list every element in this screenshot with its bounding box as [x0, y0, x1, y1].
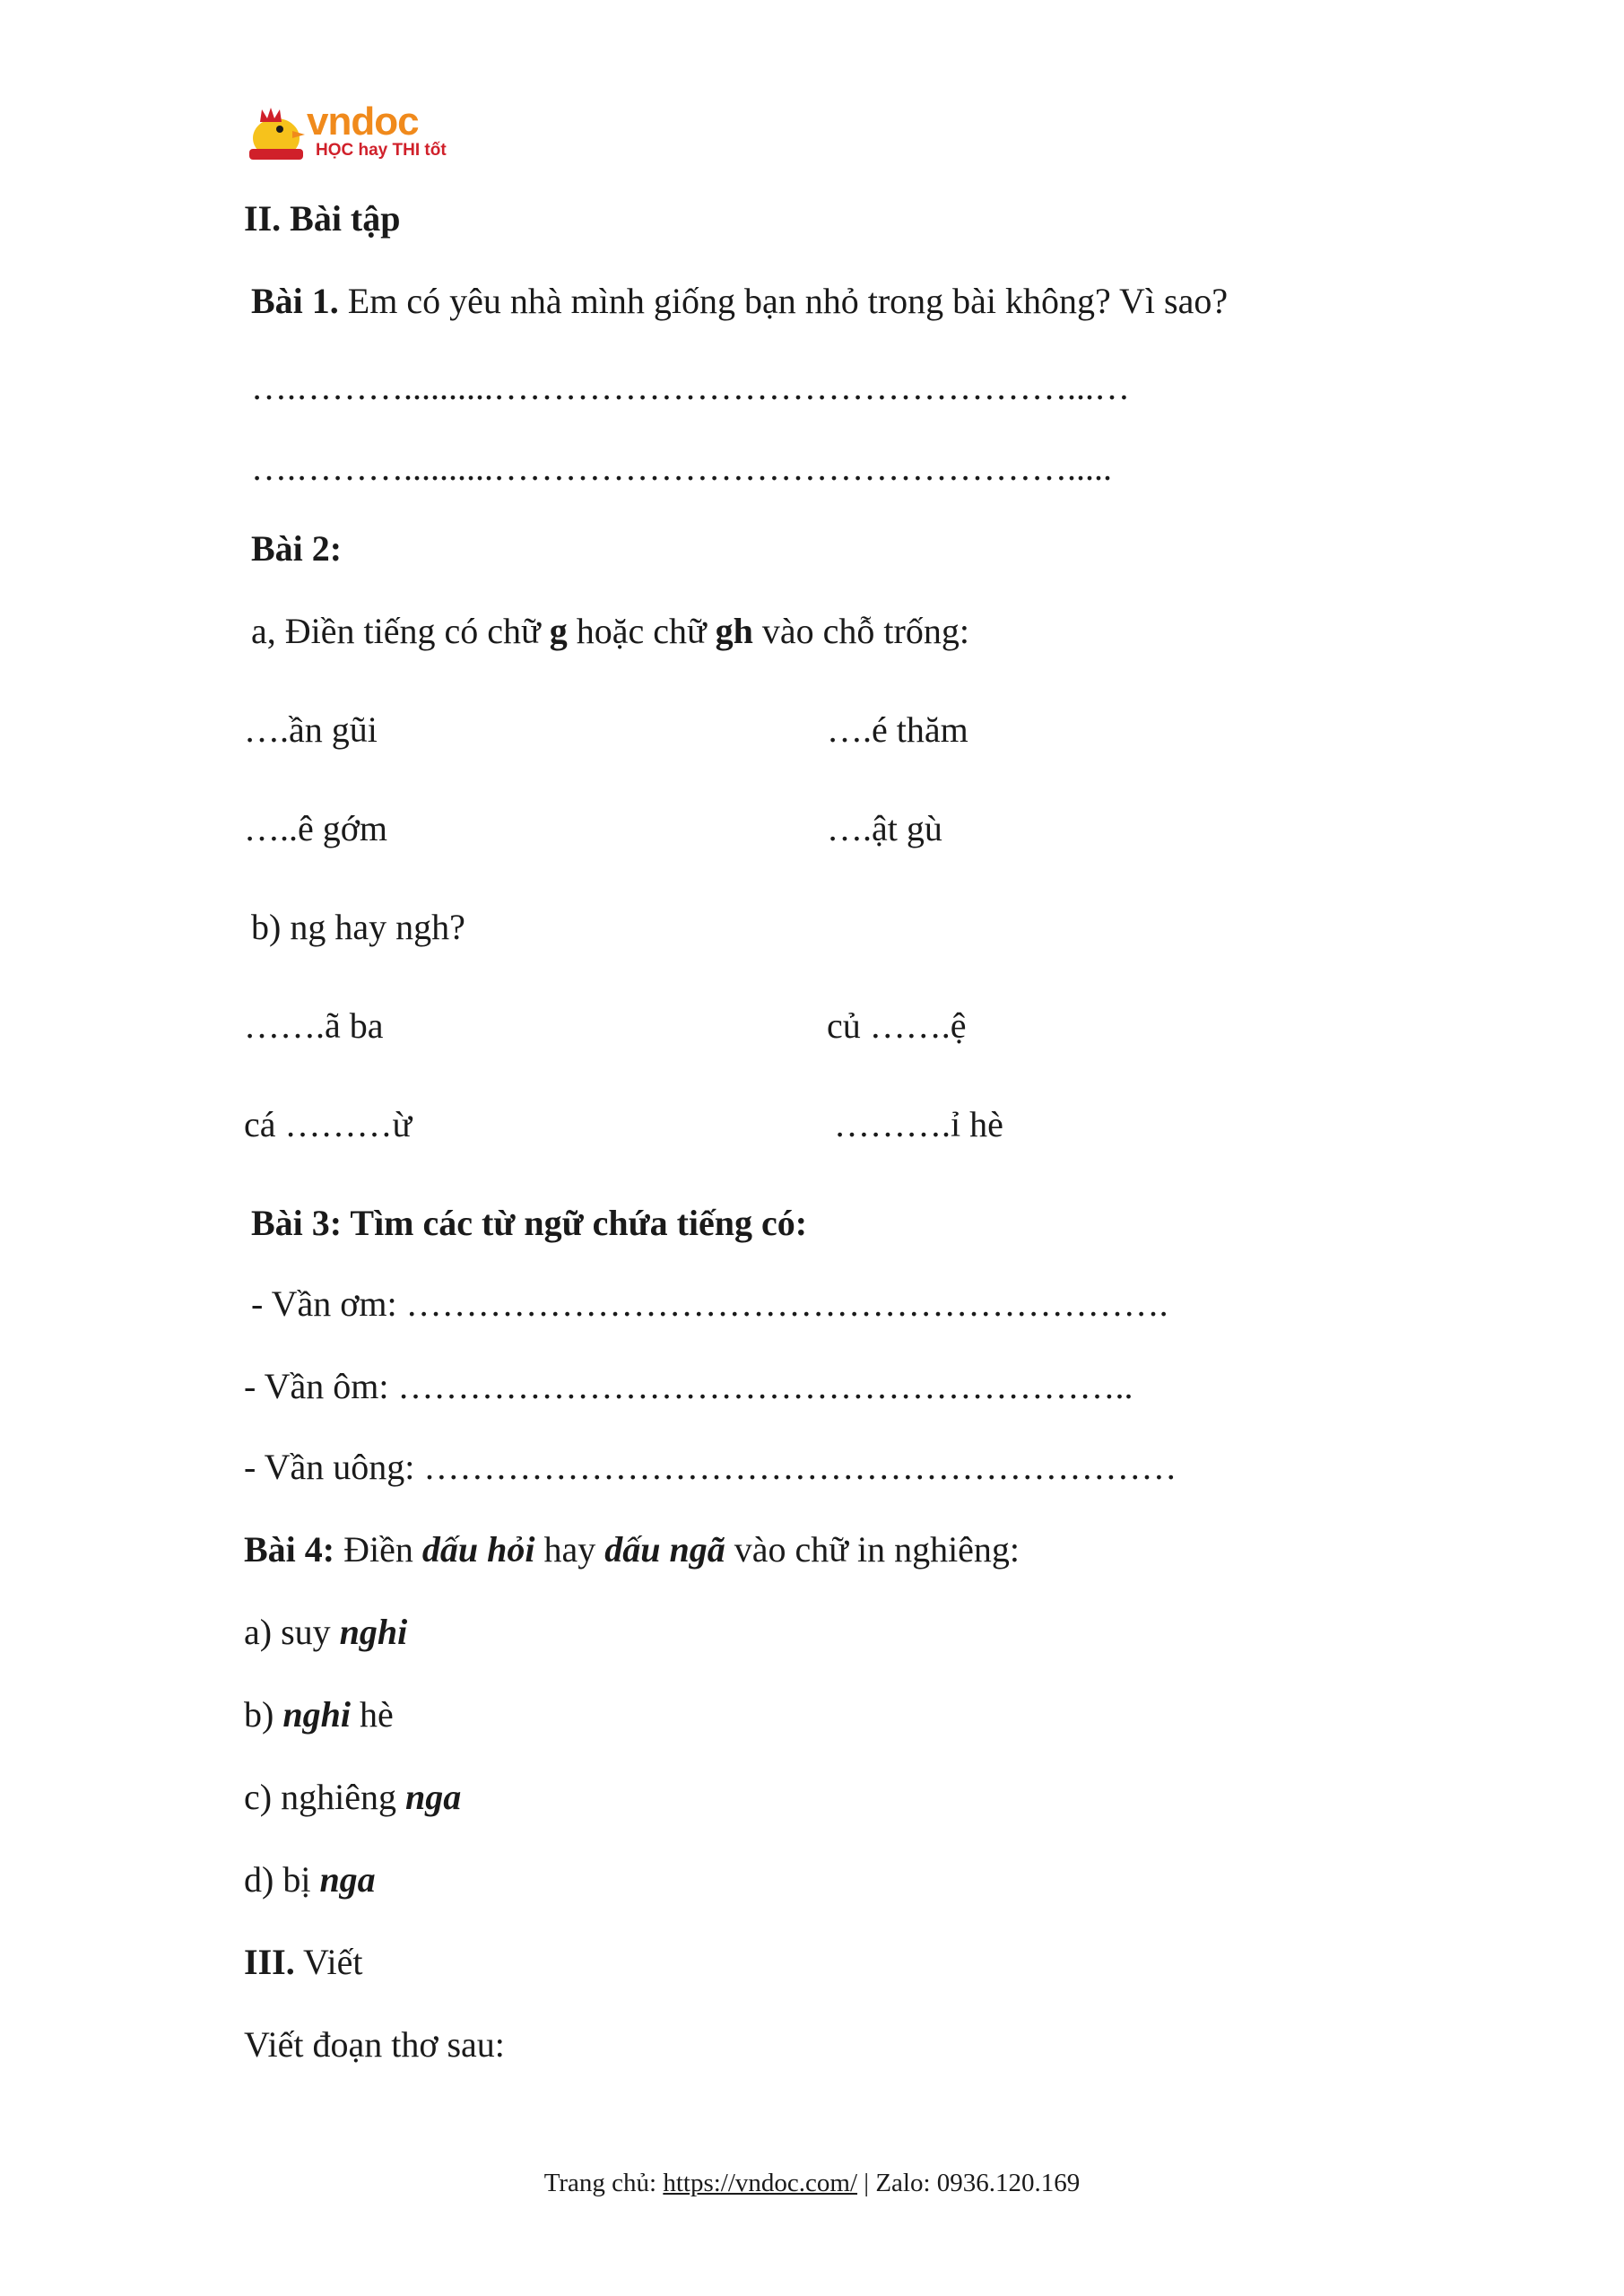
bai2-a-item: ….ần gũi [244, 709, 378, 750]
rooster-mascot-icon [244, 97, 308, 169]
bai2-b-item: cá ………ừ [244, 1104, 413, 1144]
logo-brand: vndoc [307, 100, 419, 144]
bai2-b-item: ……….ỉ hè [834, 1104, 1003, 1144]
bai4-item: c) nghiêng nga [244, 1777, 462, 1817]
logo-tagline: HỌC hay THI tốt [316, 141, 447, 160]
bai2-title: Bài 2: [251, 528, 343, 569]
bai4-item: a) suy nghi [244, 1612, 408, 1652]
bai4-item: b) nghi hè [244, 1694, 394, 1735]
bai3-title: Bài 3: Tìm các từ ngữ chứa tiếng có: [251, 1203, 808, 1243]
footer-home-link[interactable]: https://vndoc.com/ [663, 2169, 858, 2197]
bai1-question: Bài 1. Em có yêu nhà mình giống bạn nhỏ trong bài không? Vì sao? [251, 281, 1229, 321]
footer-zalo: | Zalo: 0936.120.169 [857, 2169, 1081, 2197]
page-footer [0, 2167, 1624, 2199]
bai2-b-item: củ …….ệ [827, 1005, 967, 1046]
section-title-exercises: II. Bài tập [244, 198, 401, 239]
bai2-part-b-instruction: b) ng hay ngh? [251, 907, 465, 947]
bai3-item: - Vần uông: ……………………………………………………… [244, 1447, 1177, 1487]
vndoc-logo [244, 93, 459, 174]
bai4-item: d) bị nga [244, 1859, 376, 1900]
bai1-answer-line: ….………..........…………………………………………..... [251, 448, 1112, 488]
bai3-item: - Vần ơm: ………………………………………………………. [251, 1283, 1168, 1324]
bai2-a-item: ….é thăm [827, 709, 968, 750]
bai2-a-item: …..ê gớm [244, 808, 388, 848]
bai4-instruction: Bài 4: Điền dấu hỏi hay dấu ngã vào chữ in nghiêng: [244, 1529, 1020, 1570]
section-title-writing: III. Viết [244, 1942, 363, 1982]
bai2-b-item: …….ã ba [244, 1005, 384, 1046]
bai1-answer-line: ….………..........…………………………………………...… [251, 367, 1130, 407]
bai2-part-a-instruction: a, Điền tiếng có chữ g hoặc chữ gh vào chỗ trống: [251, 611, 969, 651]
bai3-item: - Vần ôm: …………………………………………………….. [244, 1366, 1133, 1406]
writing-instruction: Viết đoạn thơ sau: [244, 2024, 505, 2065]
footer-home-label: Trang chủ: [543, 2169, 664, 2197]
bai2-a-item: ….ật gù [827, 808, 942, 848]
